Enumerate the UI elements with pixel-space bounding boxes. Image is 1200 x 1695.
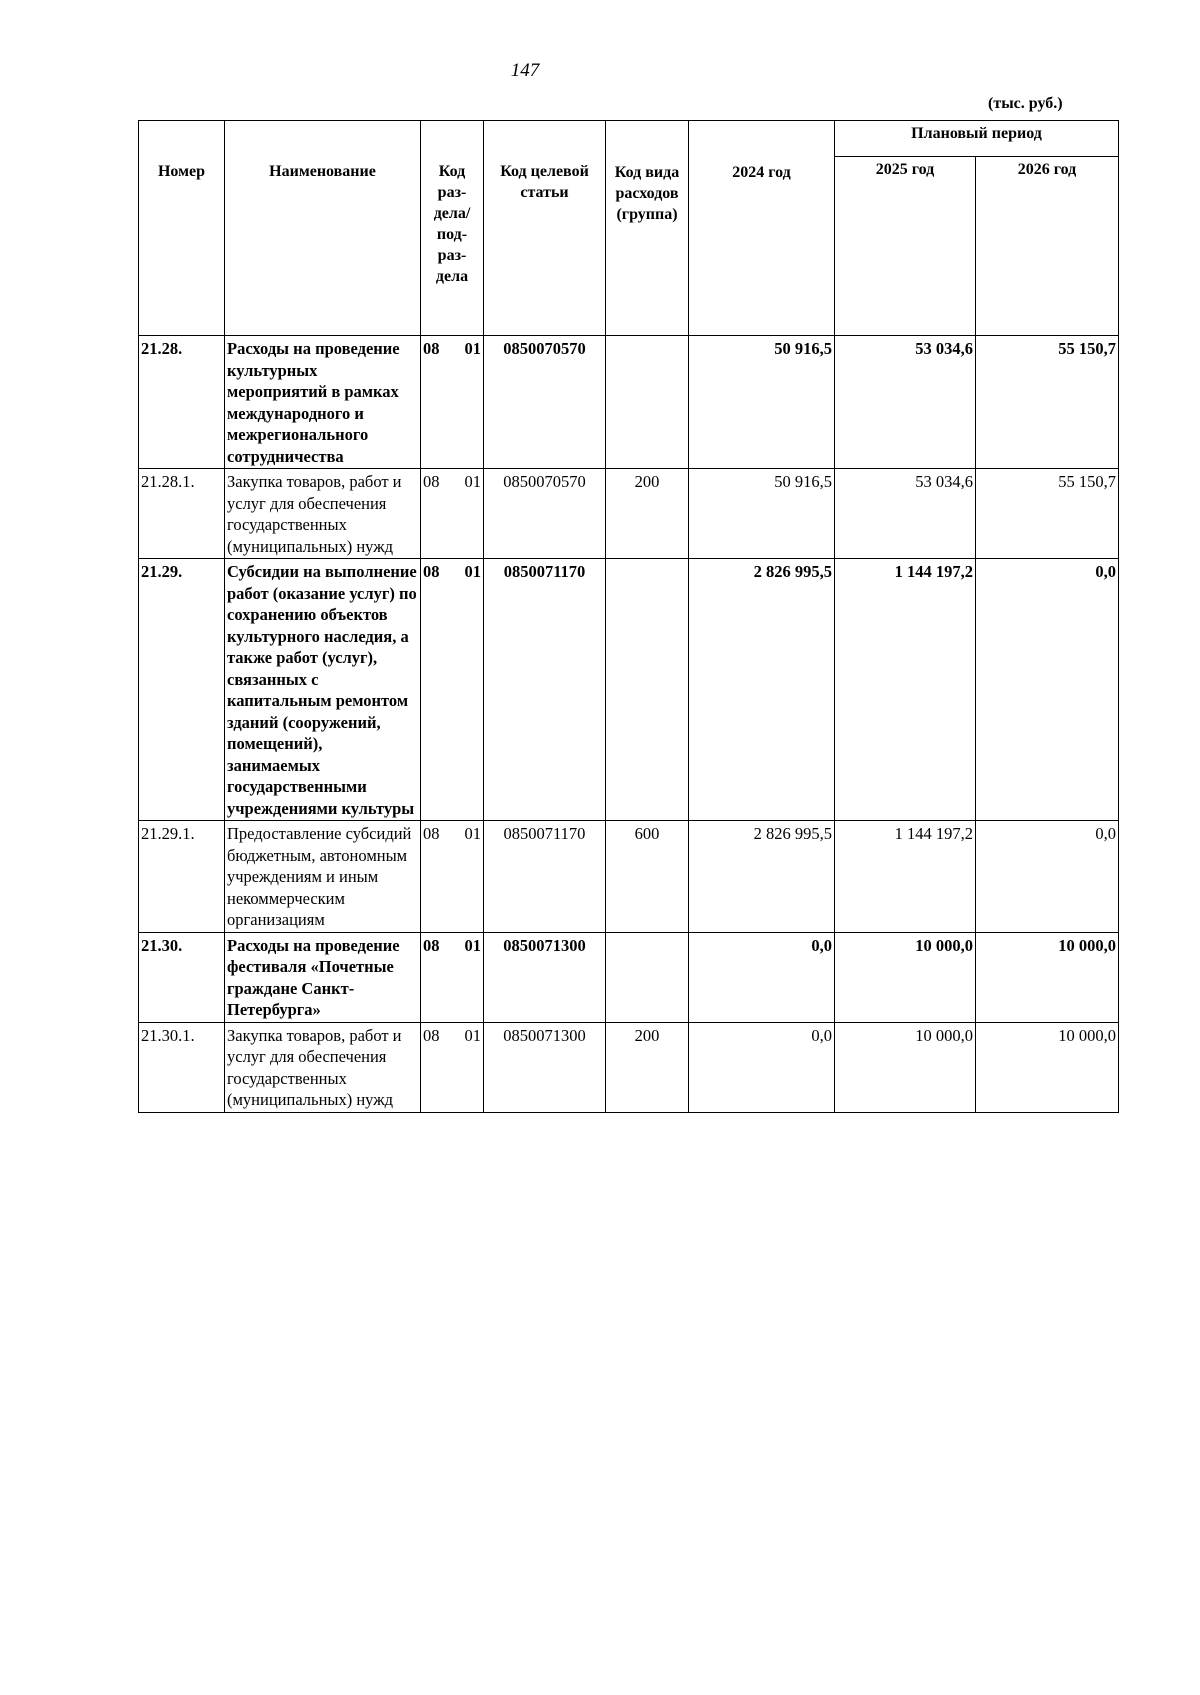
page-number: 147 xyxy=(510,60,540,81)
table-row xyxy=(139,336,1119,469)
row-number: 21.29. xyxy=(139,559,225,821)
section-code-pair xyxy=(423,935,481,957)
row-name: Закупка товаров, работ и услуг для обеспечения государственных (муниципальных) нужд xyxy=(225,1022,421,1112)
row-2025: 1 144 197,2 xyxy=(835,821,976,933)
row-2026: 55 150,7 xyxy=(976,469,1119,559)
section-code: 08 xyxy=(423,562,440,581)
row-name: Субсидии на выполнение работ (оказание услуг) по сохранению объектов культурного наследия, а также работ (услуг), связанных с капитальным ремонтом зданий (сооружений, помещений), занимаемых государственными учреждениями культуры xyxy=(225,559,421,821)
header-name: Наименование xyxy=(225,121,421,336)
row-target-code: 0850071300 xyxy=(484,932,606,1022)
row-expense-type xyxy=(606,559,689,821)
row-number: 21.29.1. xyxy=(139,821,225,933)
table-row xyxy=(139,932,1119,1022)
row-2024: 0,0 xyxy=(689,1022,835,1112)
row-2025: 53 034,6 xyxy=(835,336,976,469)
row-number: 21.30.1. xyxy=(139,1022,225,1112)
header-year-2025: 2025 год xyxy=(835,157,976,336)
subsection-code: 01 xyxy=(464,339,481,358)
header-number: Номер xyxy=(139,121,225,336)
section-code-pair xyxy=(423,471,481,493)
row-2024: 50 916,5 xyxy=(689,469,835,559)
row-expense-type xyxy=(606,932,689,1022)
row-name: Расходы на проведение фестиваля «Почетные граждане Санкт-Петербурга» xyxy=(225,932,421,1022)
table-body xyxy=(139,336,1119,1113)
row-number: 21.30. xyxy=(139,932,225,1022)
row-target-code: 0850070570 xyxy=(484,469,606,559)
table-row xyxy=(139,1022,1119,1112)
budget-table xyxy=(138,120,1119,1113)
header-expense-type: Код вида расходов (группа) xyxy=(606,121,689,336)
row-section-code xyxy=(421,336,484,469)
subsection-code: 01 xyxy=(464,824,481,843)
row-2026: 0,0 xyxy=(976,821,1119,933)
row-2026: 55 150,7 xyxy=(976,336,1119,469)
header-year-2024: 2024 год xyxy=(689,121,835,336)
row-expense-type: 600 xyxy=(606,821,689,933)
subsection-code: 01 xyxy=(464,562,481,581)
row-target-code: 0850071170 xyxy=(484,559,606,821)
row-2024: 2 826 995,5 xyxy=(689,559,835,821)
row-number: 21.28.1. xyxy=(139,469,225,559)
subsection-code: 01 xyxy=(464,472,481,491)
row-expense-type xyxy=(606,336,689,469)
subsection-code: 01 xyxy=(464,935,481,955)
header-row-top xyxy=(139,121,1119,157)
row-name: Расходы на проведение культурных мероприятий в рамках международного и межрегионального сотрудничества xyxy=(225,336,421,469)
table-row xyxy=(139,559,1119,821)
subsection-code: 01 xyxy=(464,1025,481,1045)
section-code-pair xyxy=(423,338,481,360)
row-2025: 1 144 197,2 xyxy=(835,559,976,821)
header-section-code: Код раз-дела/ под-раз-дела xyxy=(421,121,484,336)
header-target-code: Код целевой статьи xyxy=(484,121,606,336)
row-target-code: 0850070570 xyxy=(484,336,606,469)
row-2024: 2 826 995,5 xyxy=(689,821,835,933)
row-name: Закупка товаров, работ и услуг для обеспечения государственных (муниципальных) нужд xyxy=(225,469,421,559)
row-expense-type: 200 xyxy=(606,469,689,559)
row-2025: 10 000,0 xyxy=(835,932,976,1022)
row-2025: 53 034,6 xyxy=(835,469,976,559)
units-label: (тыс. руб.) xyxy=(988,95,1063,112)
section-code: 08 xyxy=(423,472,440,491)
section-code-pair xyxy=(423,823,481,845)
row-section-code xyxy=(421,559,484,821)
row-section-code xyxy=(421,821,484,933)
section-code-pair xyxy=(423,561,481,583)
header-year-2026: 2026 год xyxy=(976,157,1119,336)
row-2026: 10 000,0 xyxy=(976,1022,1119,1112)
row-2025: 10 000,0 xyxy=(835,1022,976,1112)
row-2024: 0,0 xyxy=(689,932,835,1022)
row-number: 21.28. xyxy=(139,336,225,469)
row-target-code: 0850071170 xyxy=(484,821,606,933)
row-expense-type: 200 xyxy=(606,1022,689,1112)
table-row xyxy=(139,821,1119,933)
row-section-code xyxy=(421,932,484,1022)
row-name: Предоставление субсидий бюджетным, автономным учреждениям и иным некоммерческим организациям xyxy=(225,821,421,933)
section-code: 08 xyxy=(423,824,440,843)
section-code: 08 xyxy=(423,935,440,955)
row-section-code xyxy=(421,1022,484,1112)
section-code: 08 xyxy=(423,1025,440,1045)
row-2026: 10 000,0 xyxy=(976,932,1119,1022)
row-target-code: 0850071300 xyxy=(484,1022,606,1112)
row-2026: 0,0 xyxy=(976,559,1119,821)
row-section-code xyxy=(421,469,484,559)
table-row xyxy=(139,469,1119,559)
section-code: 08 xyxy=(423,339,440,358)
section-code-pair xyxy=(423,1025,481,1047)
header-planned-period: Плановый период xyxy=(835,121,1119,157)
row-2024: 50 916,5 xyxy=(689,336,835,469)
